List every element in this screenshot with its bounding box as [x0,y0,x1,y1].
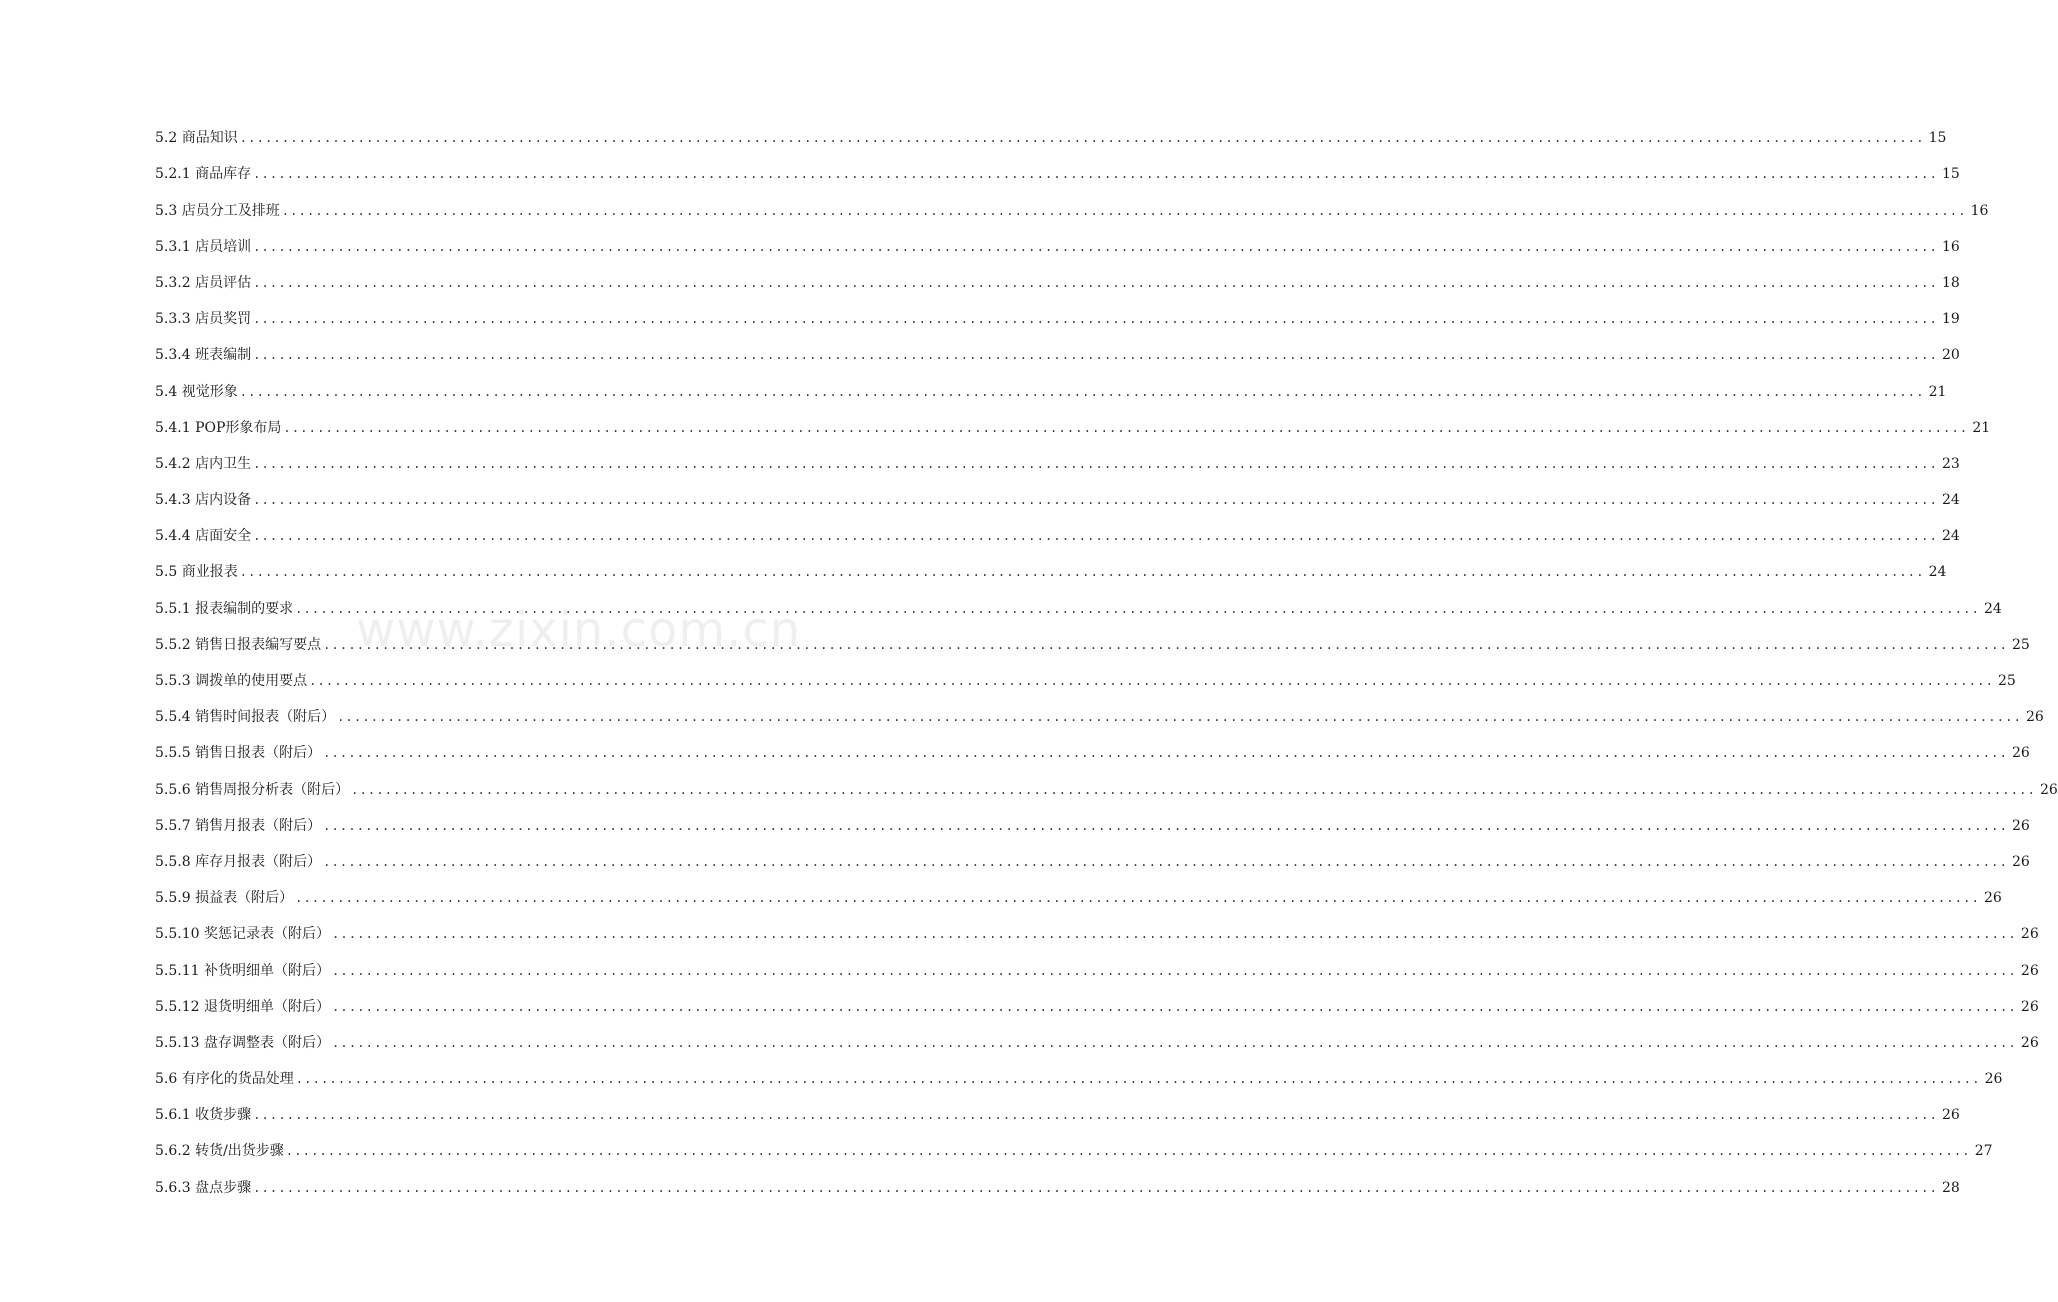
toc-entry[interactable] [155,1057,2003,1093]
toc-entry-title: 5.6 有序化的货品处理 [155,1071,294,1088]
toc-entry[interactable] [155,1093,1960,1129]
toc-entry-title: 5.4.1 POP形象布局 [155,419,282,436]
toc-entry-page-number: 25 [2012,636,2030,653]
toc-entry[interactable] [155,985,2039,1021]
toc-entry-page-number: 15 [1942,166,1960,183]
toc-entry-page-number: 20 [1942,347,1960,364]
toc-entry-title: 5.3 店员分工及排班 [155,202,280,219]
toc-entry-page-number: 26 [2020,1034,2039,1051]
toc-entry[interactable] [155,188,1989,224]
toc-entry-title: 5.5.5 销售日报表（附后） [155,745,322,762]
toc-entry[interactable] [155,152,1960,188]
toc-entry-title: 5.5.9 损益表（附后） [155,890,294,907]
toc-entry-page-number: 16 [1942,238,1960,255]
dot-leader: ........................................................................................................................................................................................................ [331,999,2017,1014]
toc-entry-title: 5.5.3 调拨单的使用要点 [155,673,308,689]
toc-entry-page-number: 23 [1942,455,1960,472]
dot-leader: ........................................................................................................................................................................................................ [309,674,1994,688]
toc-entry-title: 5.5.6 销售周报分析表（附后） [155,781,350,798]
toc-entry-page-number: 26 [2012,745,2030,762]
toc-entry-page-number: 25 [1998,673,2016,689]
dot-leader: ........................................................................................................................................................................................................ [253,1180,1938,1195]
dot-leader: ........................................................................................................................................................................................................ [323,746,2008,761]
toc-entry-page-number: 26 [2040,781,2058,798]
toc-entry-title: 5.5.1 报表编制的要求 [155,600,294,617]
table-of-contents [155,116,2058,1202]
toc-entry-title: 5.5.11 补货明细单（附后） [155,962,330,979]
toc-entry[interactable] [155,297,1960,333]
toc-entry-page-number: 26 [2020,962,2039,979]
toc-entry-title: 5.3.1 店员培训 [155,238,252,255]
toc-entry-title: 5.3.3 店员奖罚 [155,311,252,328]
toc-entry[interactable] [155,369,1947,405]
toc-entry-title: 5.4.4 店面安全 [155,528,252,545]
toc-entry-page-number: 26 [1984,890,2002,907]
dot-leader: ........................................................................................................................................................................................................ [253,493,1938,508]
toc-entry-page-number: 26 [1984,1071,2003,1088]
toc-entry[interactable] [155,659,2016,695]
dot-leader: ........................................................................................................................................................................................................ [337,710,2022,725]
toc-entry-page-number: 19 [1942,311,1960,328]
toc-entry-title: 5.4.3 店内设备 [155,492,252,509]
toc-entry[interactable] [155,912,2039,948]
toc-entry-title: 5.6.1 收货步骤 [155,1107,252,1124]
toc-entry[interactable] [155,767,2058,803]
toc-entry[interactable] [155,1021,2039,1057]
dot-leader: ........................................................................................................................................................................................................ [283,420,1969,435]
dot-leader: ........................................................................................................................................................................................................ [323,854,2008,869]
toc-entry-title: 5.5.13 盘存调整表（附后） [155,1034,330,1051]
toc-entry[interactable] [155,948,2039,984]
toc-entry[interactable] [155,586,2002,622]
dot-leader: ........................................................................................................................................................................................................ [253,1108,1938,1123]
toc-entry[interactable] [155,261,1960,297]
dot-leader: ........................................................................................................................................................................................................ [253,275,1938,290]
dot-leader: ........................................................................................................................................................................................................ [331,927,2017,942]
dot-leader: ........................................................................................................................................................................................................ [351,782,2036,797]
toc-entry-page-number: 24 [1928,564,1947,581]
toc-entry-title: 5.3.2 店员评估 [155,274,252,291]
dot-leader: ........................................................................................................................................................................................................ [239,384,1925,399]
toc-entry-page-number: 18 [1942,274,1960,291]
toc-entry-page-number: 24 [1942,528,1960,545]
toc-entry-page-number: 15 [1928,130,1947,147]
dot-leader: ........................................................................................................................................................................................................ [295,891,1980,906]
dot-leader: ........................................................................................................................................................................................................ [253,456,1938,471]
toc-entry-page-number: 16 [1970,202,1989,219]
toc-entry-page-number: 28 [1942,1179,1960,1196]
toc-entry[interactable] [155,550,1947,586]
toc-entry-title: 5.6.2 转货/出货步骤 [155,1143,284,1160]
toc-entry-page-number: 24 [1942,492,1960,509]
toc-entry[interactable] [155,695,2044,731]
watermark: www.zixin.com.cn [356,602,802,658]
toc-entry-title: 5.5 商业报表 [155,564,238,581]
toc-entry[interactable] [155,333,1960,369]
toc-entry-page-number: 27 [1974,1143,1993,1160]
toc-entry-page-number: 26 [2020,998,2039,1015]
toc-entry[interactable] [155,478,1960,514]
toc-entry[interactable] [155,1129,1993,1165]
dot-leader: ........................................................................................................................................................................................................ [295,601,1980,616]
toc-entry-title: 5.4.2 店内卫生 [155,455,252,472]
dot-leader: ........................................................................................................................................................................................................ [295,1072,1981,1087]
dot-leader: ........................................................................................................................................................................................................ [239,131,1925,146]
toc-entry-page-number: 26 [2012,853,2030,870]
toc-entry-title: 5.5.12 退货明细单（附后） [155,998,330,1015]
toc-entry[interactable] [155,623,2030,659]
toc-entry[interactable] [155,876,2002,912]
toc-entry-title: 5.5.8 库存月报表（附后） [155,853,322,870]
toc-entry-title: 5.5.2 销售日报表编写要点 [155,636,322,653]
dot-leader: ........................................................................................................................................................................................................ [331,1035,2017,1050]
dot-leader: ........................................................................................................................................................................................................ [253,529,1938,544]
toc-entry[interactable] [155,514,1960,550]
toc-entry[interactable] [155,116,1947,152]
toc-entry[interactable] [155,442,1960,478]
toc-entry-title: 5.5.10 奖惩记录表（附后） [155,926,330,943]
toc-entry[interactable] [155,1165,1960,1201]
toc-entry-page-number: 26 [2020,926,2039,943]
dot-leader: ........................................................................................................................................................................................................ [285,1144,1971,1159]
toc-entry-title: 5.5.4 销售时间报表（附后） [155,709,336,726]
dot-leader: ........................................................................................................................................................................................................ [239,565,1925,580]
dot-leader: ........................................................................................................................................................................................................ [331,963,2017,978]
dot-leader: ........................................................................................................................................................................................................ [253,312,1938,327]
toc-entry-page-number: 24 [1984,600,2002,617]
dot-leader: ........................................................................................................................................................................................................ [253,167,1938,182]
dot-leader: ........................................................................................................................................................................................................ [253,348,1938,363]
dot-leader: ........................................................................................................................................................................................................ [253,239,1938,254]
toc-entry-page-number: 26 [1942,1107,1960,1124]
toc-entry[interactable] [155,804,2030,840]
toc-entry[interactable] [155,840,2030,876]
toc-entry[interactable] [155,406,1991,442]
toc-entry-title: 5.4 视觉形象 [155,383,238,400]
toc-entry-title: 5.2.1 商品库存 [155,166,252,183]
dot-leader: ........................................................................................................................................................................................................ [323,637,2008,652]
toc-entry-page-number: 21 [1972,419,1991,436]
toc-entry[interactable] [155,731,2030,767]
toc-entry-title: 5.6.3 盘点步骤 [155,1179,252,1196]
toc-entry-title: 5.5.7 销售月报表（附后） [155,817,322,834]
toc-entry-page-number: 26 [2026,709,2044,726]
toc-entry-title: 5.2 商品知识 [155,130,238,147]
toc-entry[interactable] [155,225,1960,261]
toc-entry-page-number: 26 [2012,817,2030,834]
toc-entry-page-number: 21 [1928,383,1947,400]
toc-entry-title: 5.3.4 班表编制 [155,347,252,364]
dot-leader: ........................................................................................................................................................................................................ [281,203,1967,218]
dot-leader: ........................................................................................................................................................................................................ [323,818,2008,833]
